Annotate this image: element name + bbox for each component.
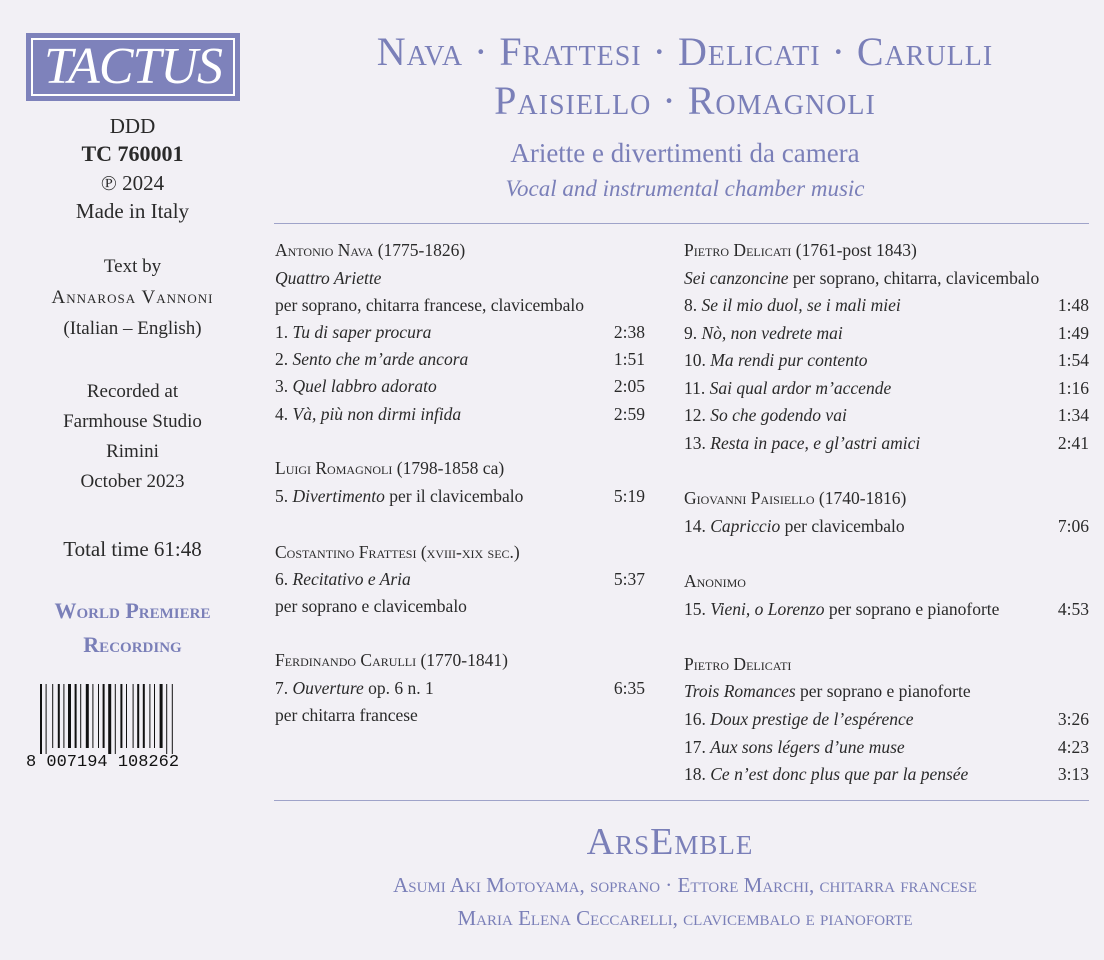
recording-city: Rimini [106, 441, 159, 462]
text-author: Annarosa Vannoni [51, 287, 214, 308]
track-row: 6. Recitativo e Aria 5:37 [275, 569, 645, 589]
recorded-at-label: Recorded at [86, 381, 179, 402]
track-row: 11. Sai qual ardor m’accende 1:16 [684, 378, 1089, 398]
album-title: Ariette e divertimenti da camera [510, 138, 860, 168]
barcode-digits: 8 007194 108262 [26, 753, 180, 768]
catalog-number: TC 760001 [81, 141, 184, 166]
composers-line-2: Paisiello · Romagnoli [494, 78, 876, 123]
composer-heading: Luigi Romagnoli (1798-1858 ca) [275, 458, 505, 478]
track-row: 8. Se il mio duol, se i mali miei 1:48 [684, 295, 1089, 315]
ddd-label: DDD [109, 114, 156, 138]
track-row: 17. Aux sons légers d’une muse 4:23 [684, 737, 1089, 757]
work-scoring: per soprano e clavicembalo [275, 596, 467, 616]
track-row: 2. Sento che m’arde ancora 1:51 [275, 349, 645, 369]
performers-line-1: Asumi Aki Motoyama, soprano · Ettore Marchi, chitarra francese [393, 873, 977, 897]
composers-line-1: Nava · Frattesi · Delicati · Carulli [376, 29, 994, 74]
work-title: Sei canzoncine per soprano, chitarra, clavicembalo [684, 268, 1040, 288]
composer-heading: Costantino Frattesi (xviii-xix sec.) [275, 542, 520, 562]
composer-heading: Ferdinando Carulli (1770-1841) [275, 650, 508, 670]
track-row: 5. Divertimento per il clavicembalo 5:19 [275, 486, 645, 506]
performers-line-2: Maria Elena Ceccarelli, clavicembalo e pianoforte [457, 906, 913, 930]
divider-top [274, 223, 1089, 224]
album-subtitle: Vocal and instrumental chamber music [505, 176, 865, 201]
track-row: 10. Ma rendi pur contento 1:54 [684, 350, 1089, 370]
text-by-label: Text by [103, 256, 162, 277]
track-row: 13. Resta in pace, e gl’astri amici 2:41 [684, 433, 1089, 453]
composer-heading: Pietro Delicati (1761-post 1843) [684, 240, 917, 260]
composer-heading: Antonio Nava (1775-1826) [275, 240, 466, 260]
work-title: Trois Romances per soprano e pianoforte [684, 681, 971, 701]
composer-heading: Pietro Delicati [684, 654, 792, 674]
track-row: 7. Ouverture op. 6 n. 1 6:35 [275, 678, 645, 698]
divider-bottom [274, 800, 1089, 801]
track-row: 18. Ce n’est donc plus que par la pensée 3:13 [684, 764, 1089, 784]
work-scoring: per soprano, chitarra francese, clavicembalo [275, 295, 585, 315]
track-row: 12. So che godendo vai 1:34 [684, 405, 1089, 425]
recording-studio: Farmhouse Studio [63, 411, 202, 432]
track-row: 4. Và, più non dirmi infida 2:59 [275, 404, 645, 424]
track-row: 1. Tu di saper procura 2:38 [275, 322, 645, 342]
ensemble-name: ArsEmble [586, 821, 754, 863]
text-languages: (Italian – English) [63, 318, 202, 339]
work-scoring: per chitarra francese [275, 705, 418, 725]
composer-heading: Anonimo [684, 571, 746, 591]
tactus-logo: TACTUS [26, 33, 240, 101]
recording-date: October 2023 [80, 471, 185, 492]
track-row: 16. Doux prestige de l’espérence 3:26 [684, 709, 1089, 729]
recording-label: Recording [83, 632, 182, 657]
track-row: 14. Capriccio per clavicembalo 7:06 [684, 516, 1089, 536]
track-row: 9. Nò, non vedrete mai 1:49 [684, 323, 1089, 343]
track-row: 3. Quel labbro adorato 2:05 [275, 376, 645, 396]
total-time: Total time 61:48 [63, 537, 202, 561]
barcode [26, 684, 232, 768]
made-in: Made in Italy [75, 199, 190, 223]
phonogram-year: ℗ 2024 [100, 171, 165, 195]
track-row: 15. Vieni, o Lorenzo per soprano e pianoforte 4:53 [684, 599, 1089, 619]
work-title: Quattro Ariette [275, 268, 382, 288]
composer-heading: Giovanni Paisiello (1740-1816) [684, 488, 907, 508]
world-premiere-label: World Premiere [54, 598, 211, 623]
